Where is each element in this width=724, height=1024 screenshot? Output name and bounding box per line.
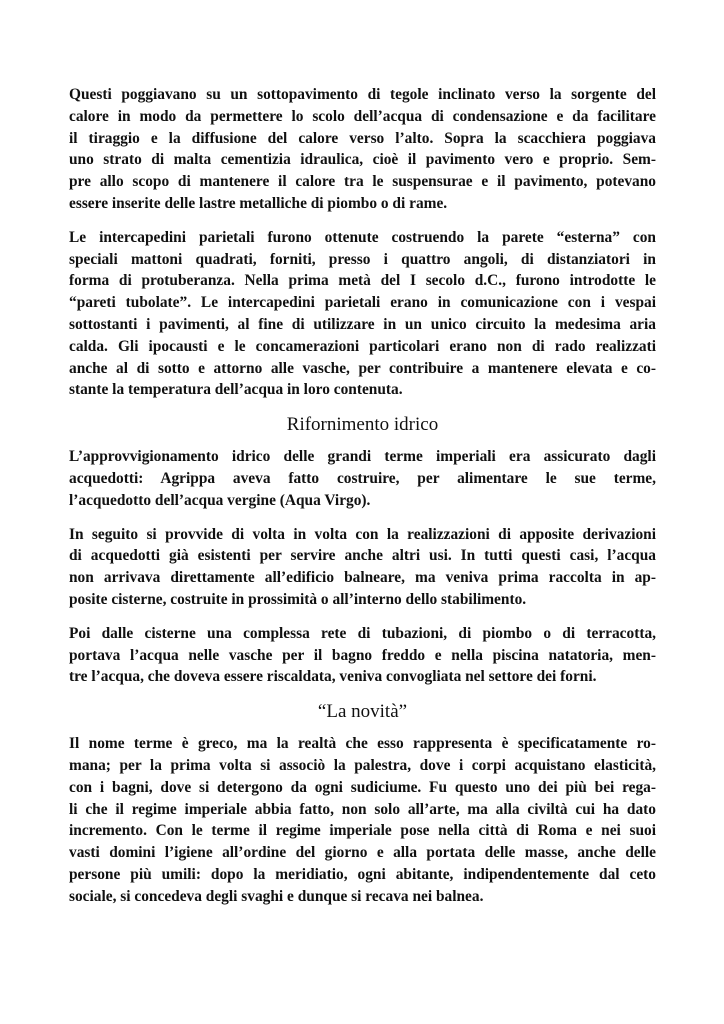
paragraph-line: pre allo scopo di mantenere il calore tra le suspensurae e il pavimento, potevano [69,173,656,191]
paragraph-line: mana; per la prima volta si associò la palestra, dove i corpi acquistano elasticità, [69,756,656,774]
paragraph-line: incremento. Con le terme il regime imperiale pose nella città di Roma e nei suoi [69,822,656,840]
paragraph-line: sociale, si concedeva degli svaghi e dunque si recava nei balnea. [69,887,484,905]
paragraph-line: L’approvvigionamento idrico delle grandi terme imperiali era assicurato dagli [69,448,656,466]
paragraph-line: non arrivava direttamente all’edificio balneare, ma veniva prima raccolta in ap- [69,569,656,587]
paragraph-line: tre l’acqua, che doveva essere riscaldata, veniva convogliata nel settore dei forni. [69,668,597,686]
paragraph-line: In seguito si provvide di volta in volta con la realizzazioni di apposite derivazioni [69,525,656,543]
paragraph-line: Questi poggiavano su un sottopavimento di tegole inclinato verso la sorgente del [69,86,656,103]
paragraph-line: acquedotti: Agrippa aveva fatto costruire, per alimentare le sue terme, [69,469,656,487]
paragraph-line: calore in modo da permettere lo scolo dell’acqua di condensazione e da facilitare [69,107,656,125]
body-paragraph [69,623,656,688]
paragraph-line: essere inserite delle lastre metalliche di piombo o di rame. [69,194,448,212]
section-heading: Rifornimento idrico [286,414,439,436]
paragraph-line: uno strato di malta cementizia idraulica, cioè il pavimento vero e proprio. Sem- [69,151,656,169]
paragraph-line: vasti domini l’igiene all’ordine del giorno e alla portata delle masse, anche delle [69,844,656,862]
body-paragraph [69,524,656,611]
paragraph-line: speciali mattoni quadrati, forniti, presso i quattro angoli, di distanziatori in [69,250,656,268]
paragraph-line: Il nome terme è greco, ma la realtà che esso rappresenta è specificatamente ro- [69,735,656,753]
paragraph-line: persone più umili: dopo la meridiatio, ogni abitante, indipendentemente dal ceto [69,865,656,883]
body-paragraph [69,227,656,401]
paragraph-line: forma di protuberanza. Nella prima metà del I secolo d.C., furono introdotte le [69,272,656,290]
paragraph-line: calda. Gli ipocausti e le concamerazioni particolari erano non di rado realizzati [69,337,656,355]
paragraph-line: posite cisterne, costruite in prossimità o all’interno dello stabilimento. [69,590,527,608]
paragraph-line: l’acquedotto dell’acqua vergine (Aqua Virgo). [69,491,371,509]
paragraph-line: anche al di sotto e attorno alle vasche, per contribuire a mantenere elevata e co- [69,359,656,377]
paragraph-line: stante la temperatura dell’acqua in loro contenuta. [69,381,403,399]
paragraph-line: portava l’acqua nelle vasche per il bagno freddo e nella piscina natatoria, men- [69,646,656,664]
paragraph-line: Le intercapedini parietali furono ottenute costruendo la parete “esterna” con [69,228,656,246]
document-page [69,84,656,920]
paragraph-line: sottostanti i pavimenti, al fine di utilizzare in un unico circuito la medesima aria [69,315,656,333]
paragraph-line: con i bagni, dove si detergono da ogni sudiciume. Fu questo uno dei più bei rega- [69,778,656,796]
body-paragraph [69,84,656,215]
paragraph-line: li che il regime imperiale abbia fatto, non solo all’arte, ma alla civiltà cui ha dato [69,800,656,818]
paragraph-line: Poi dalle cisterne una complessa rete di tubazioni, di piombo o di terracotta, [69,624,656,642]
paragraph-line: di acquedotti già esistenti per servire anche altri usi. In tutti questi casi, l’acqua [69,547,656,565]
paragraph-line: “pareti tubolate”. Le intercapedini parietali erano in comunicazione con i vespai [69,294,656,312]
body-paragraph [69,446,656,511]
paragraph-line: il tiraggio e la diffusione del calore verso l’alto. Sopra la scacchiera poggiava [69,129,656,147]
body-paragraph [69,733,656,907]
section-heading: “La novità” [317,701,408,723]
